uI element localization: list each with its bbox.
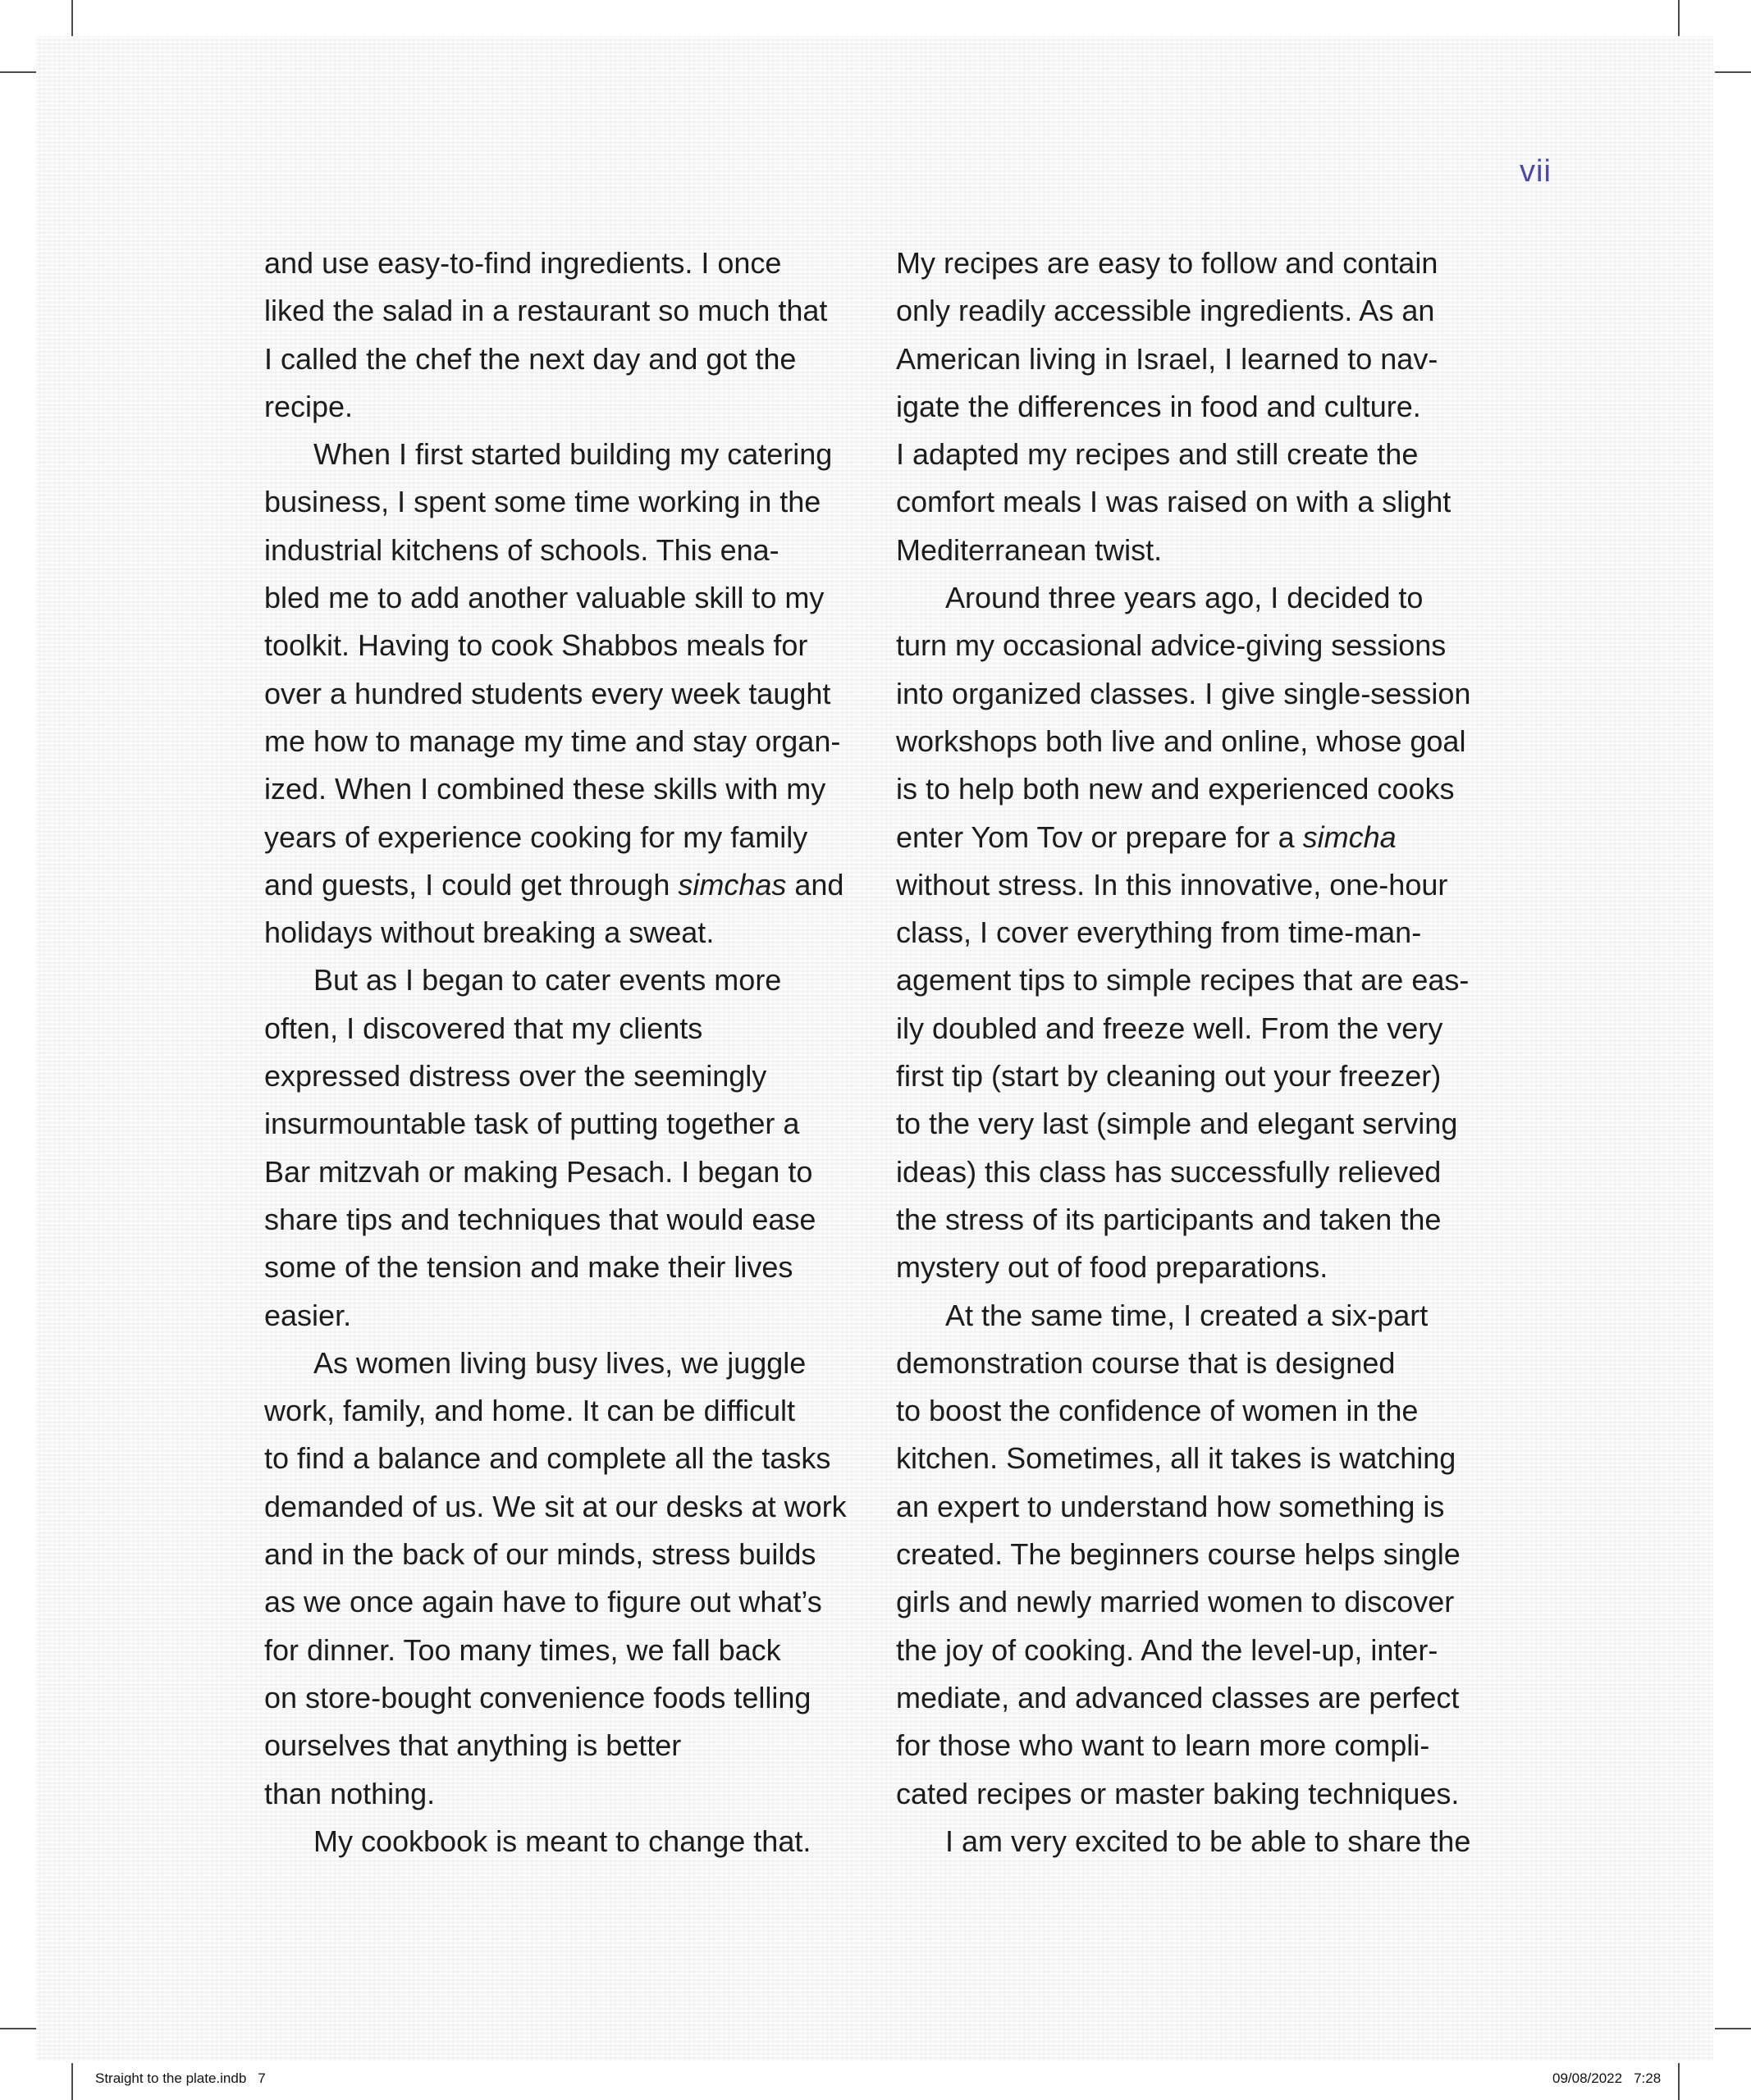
text-line: cated recipes or master baking techniques. [896, 1776, 1460, 1810]
text-line: I adapted my recipes and still create the [896, 437, 1419, 472]
text-run: enter Yom Tov or prepare for a [896, 819, 1303, 854]
text-line: expressed distress over the seemingly [264, 1059, 767, 1093]
text-line: is to help both new and experienced cooks [896, 772, 1455, 806]
text-line: as we once again have to figure out what’s [264, 1585, 822, 1619]
text-line: As women living busy lives, we juggle [313, 1345, 807, 1380]
text-line: me how to manage my time and stay organ- [264, 724, 841, 758]
text-line: demonstration course that is designed [896, 1345, 1396, 1380]
slug-timestamp [1552, 2070, 1661, 2087]
slug-date: 09/08/2022 [1552, 2070, 1623, 2086]
crop-mark-bottom-right-vertical [1678, 2063, 1680, 2100]
text-line: to the very last (simple and elegant serving [896, 1107, 1458, 1141]
text-line: on store-bought convenience foods telling [264, 1680, 811, 1714]
text-line: But as I began to cater events more [313, 963, 782, 998]
text-line: to boost the confidence of women in the [896, 1394, 1419, 1428]
text-line: Bar mitzvah or making Pesach. I began to [264, 1154, 813, 1189]
text-line: the joy of cooking. And the level-up, inter- [896, 1632, 1438, 1667]
text-line: industrial kitchens of schools. This ena- [264, 532, 779, 567]
text-line: Mediterranean twist. [896, 532, 1163, 567]
text-line: holidays without breaking a sweat. [264, 915, 715, 950]
text-line: ideas) this class has successfully relieved [896, 1154, 1442, 1189]
text-line: without stress. In this innovative, one-hour [896, 867, 1448, 902]
text-line: often, I discovered that my clients [264, 1011, 703, 1045]
crop-mark-top-right-horizontal [1715, 71, 1751, 73]
text-line: workshops both live and online, whose goal [896, 724, 1466, 758]
text-line: bled me to add another valuable skill to my [264, 581, 825, 615]
text-run: and [786, 867, 844, 902]
text-line [896, 814, 1495, 861]
text-line: I called the chef the next day and got the [264, 341, 797, 376]
text-line: My cookbook is meant to change that. [313, 1824, 811, 1858]
slug-time: 7:28 [1634, 2070, 1662, 2086]
text-line: kitchen. Sometimes, all it takes is watching [896, 1441, 1456, 1476]
crop-mark-bottom-right-horizontal [1715, 2028, 1751, 2029]
text-line: and use easy-to-find ingredients. I once [264, 246, 782, 280]
text-line: the stress of its participants and taken the [896, 1202, 1442, 1236]
text-line: toolkit. Having to cook Shabbos meals for [264, 628, 808, 663]
text-line: American living in Israel, I learned to nav- [896, 341, 1438, 376]
text-line: mystery out of food preparations. [896, 1250, 1328, 1285]
text-line: ily doubled and freeze well. From the very [896, 1011, 1443, 1045]
text-line: work, family, and home. It can be difficult [264, 1394, 795, 1428]
text-line: insurmountable task of putting together a [264, 1107, 800, 1141]
crop-mark-top-right-vertical [1678, 0, 1680, 36]
text-line: share tips and techniques that would ease [264, 1202, 816, 1236]
crop-mark-top-left-vertical [71, 0, 73, 36]
slug-file-info [95, 2070, 266, 2087]
text-line: recipe. [264, 389, 354, 423]
text-line: My recipes are easy to follow and contain [896, 246, 1438, 280]
text-line: demanded of us. We sit at our desks at work [264, 1489, 847, 1523]
text-line: created. The beginners course helps single [896, 1537, 1461, 1572]
text-line: ourselves that anything is better [264, 1728, 682, 1763]
text-line: years of experience cooking for my family [264, 819, 808, 854]
text-line: I am very excited to be able to share the [945, 1824, 1471, 1858]
text-line: When I first started building my catering [313, 437, 833, 472]
text-line: Around three years ago, I decided to [945, 581, 1424, 615]
text-line: for dinner. Too many times, we fall back [264, 1632, 781, 1667]
text-run: and guests, I could get through [264, 867, 679, 902]
text-line [264, 861, 863, 909]
text-line: turn my occasional advice-giving sessions [896, 628, 1447, 663]
text-line: agement tips to simple recipes that are eas- [896, 963, 1470, 998]
text-line: business, I spent some time working in the [264, 485, 821, 519]
text-line: At the same time, I created a six-part [945, 1298, 1429, 1332]
italic-term: simcha [1302, 819, 1397, 854]
text-line: and in the back of our minds, stress builds [264, 1537, 816, 1572]
text-line: to find a balance and complete all the tasks [264, 1441, 831, 1476]
text-line: some of the tension and make their lives [264, 1250, 793, 1285]
text-column-left [264, 240, 863, 1865]
crop-mark-bottom-left-vertical [71, 2063, 73, 2100]
text-line: first tip (start by cleaning out your freezer) [896, 1059, 1442, 1093]
text-line: liked the salad in a restaurant so much that [264, 294, 828, 328]
slug-file-page: 7 [258, 2070, 266, 2086]
text-line: over a hundred students every week taught [264, 676, 831, 710]
crop-mark-bottom-left-horizontal [0, 2028, 36, 2029]
text-line: comfort meals I was raised on with a slight [896, 485, 1452, 519]
italic-term: simchas [678, 867, 787, 902]
text-line: ized. When I combined these skills with my [264, 772, 826, 806]
text-line: girls and newly married women to discover [896, 1585, 1455, 1619]
slug-file-name: Straight to the plate.indb [95, 2070, 247, 2086]
text-line: class, I cover everything from time-man- [896, 915, 1422, 950]
page-number: vii [1520, 154, 1552, 189]
text-line: igate the differences in food and culture. [896, 389, 1421, 423]
text-column-right [896, 240, 1495, 1865]
text-line: mediate, and advanced classes are perfect [896, 1680, 1460, 1714]
text-line: only readily accessible ingredients. As an [896, 294, 1435, 328]
text-line: than nothing. [264, 1776, 436, 1810]
text-line: easier. [264, 1298, 352, 1332]
text-line: for those who want to learn more compli- [896, 1728, 1430, 1763]
text-line: an expert to understand how something is [896, 1489, 1445, 1523]
text-line: into organized classes. I give single-session [896, 676, 1471, 710]
crop-mark-top-left-horizontal [0, 71, 36, 73]
